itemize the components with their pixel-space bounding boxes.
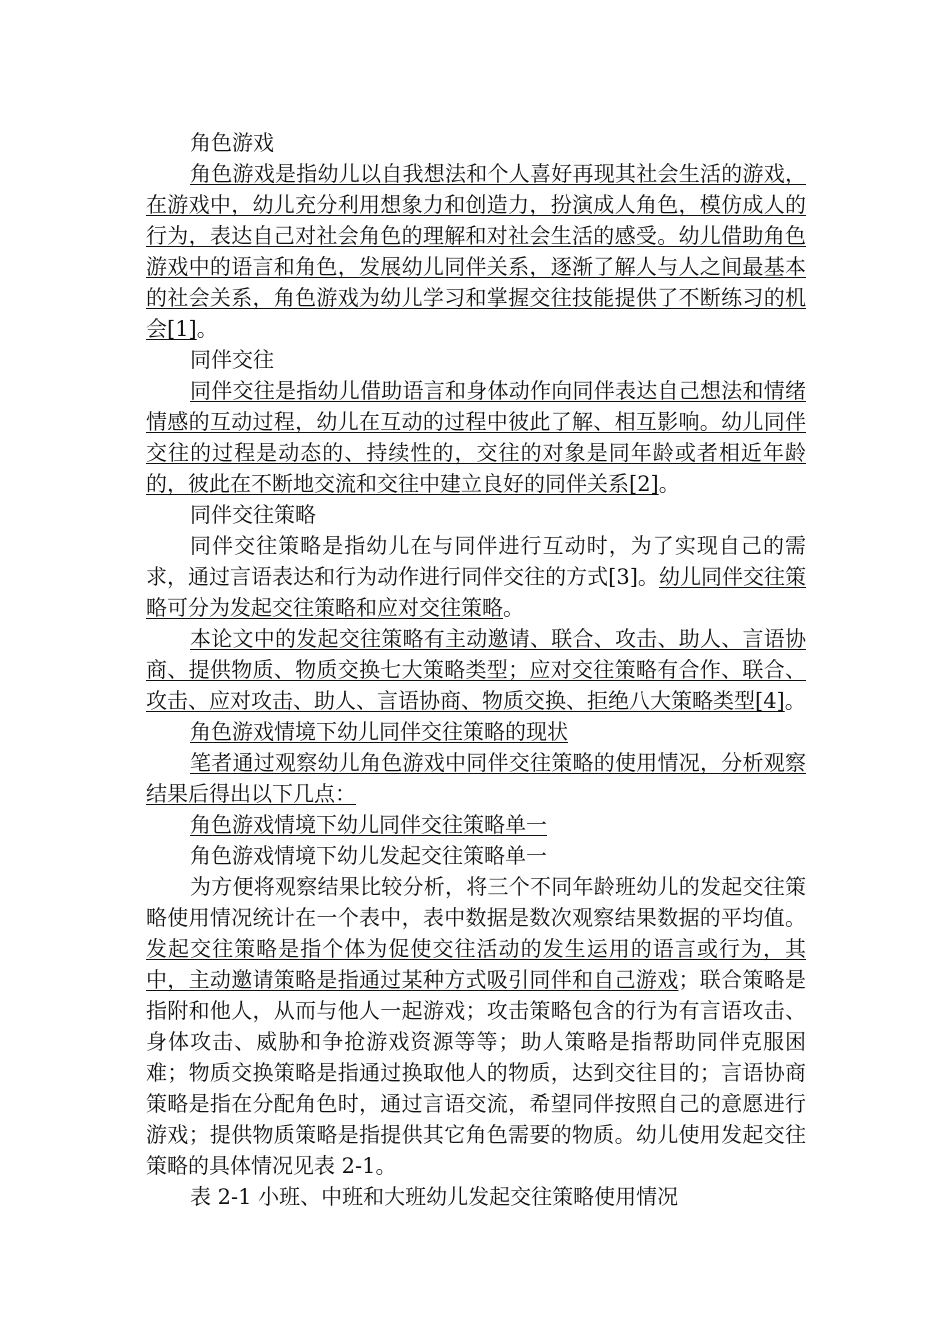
underlined-text: 角色游戏情境下幼儿同伴交往策略的现状 xyxy=(190,720,568,744)
heading-text: 同伴交往策略 xyxy=(190,503,316,527)
underlined-text: 同伴交往是指幼儿借助语言和身体动作向同伴表达自己想法和情绪情感的互动过程，幼儿在互动的过程中彼此了解、相互影响。幼儿同伴交往的过程是动态的、持续性的，交往的对象是同年龄或者相近年龄的，彼此在不断地交流和交往中建立良好的同伴关系[2] xyxy=(146,379,806,496)
caption-text: 表 2-1 小班、中班和大班幼儿发起交往策略使用情况 xyxy=(190,1185,679,1209)
heading-text: 角色游戏 xyxy=(190,131,274,155)
paragraph xyxy=(146,376,806,500)
underlined-text: 角色游戏是指幼儿以自我想法和个人喜好再现其社会生活的游戏，在游戏中，幼儿充分利用想象力和创造力，扮演成人角色，模仿成人的行为，表达自己对社会角色的理解和对社会生活的感受。幼儿借助角色游戏中的语言和角色，发展幼儿同伴关系，逐渐了解人与人之间最基本的社会关系，角色游戏为幼儿学习和掌握交往技能提供了不断练习的机会[1] xyxy=(146,162,806,341)
underlined-text: 幼儿同伴交往策略可分为发起交往策略和应对交往策略 xyxy=(146,565,807,620)
section-heading xyxy=(146,345,806,376)
underlined-text: 笔者通过观察幼儿角色游戏中同伴交往策略的使用情况，分析观察结果后得出以下几点： xyxy=(146,751,806,806)
table-caption xyxy=(146,1182,806,1213)
section-heading xyxy=(146,841,806,872)
underlined-text: 角色游戏情境下幼儿同伴交往策略单一 xyxy=(190,813,547,837)
paragraph xyxy=(146,748,806,810)
heading-text: 同伴交往 xyxy=(190,348,274,372)
plain-text: 。 xyxy=(503,596,524,620)
plain-text: 。 xyxy=(658,472,680,496)
paragraph xyxy=(146,810,806,841)
paragraph xyxy=(146,717,806,748)
section-heading xyxy=(146,128,806,159)
heading-text: 角色游戏情境下幼儿发起交往策略单一 xyxy=(190,844,547,868)
section-heading xyxy=(146,500,806,531)
paragraph xyxy=(146,872,806,1182)
paragraph xyxy=(146,159,806,345)
document-body xyxy=(146,128,806,1213)
plain-text: 。 xyxy=(784,689,806,713)
underlined-text: 本论文中的发起交往策略有主动邀请、联合、攻击、助人、言语协商、提供物质、物质交换七大策略类型；应对交往策略有合作、联合、攻击、应对攻击、助人、言语协商、物质交换、拒绝八大策略类型[4] xyxy=(146,627,806,713)
plain-text: ；联合策略是指附和他人，从而与他人一起游戏；攻击策略包含的行为有言语攻击、身体攻击、威胁和争抢游戏资源等等；助人策略是指帮助同伴克服困难；物质交换策略是指通过换取他人的物质，达到交往目的；言语协商策略是指在分配角色时，通过言语交流，希望同伴按照自己的意愿进行游戏；提供物质策略是指提供其它角色需要的物质。幼儿使用发起交往策略的具体情况见表 2-1。 xyxy=(146,968,806,1178)
plain-text: 为方便将观察结果比较分析，将三个不同年龄班幼儿的发起交往策略使用情况统计在一个表中，表中数据是数次观察结果数据的平均值。 xyxy=(146,875,806,930)
plain-text: 。 xyxy=(196,317,218,341)
paragraph xyxy=(146,531,806,624)
underlined-text: 发起交往策略是指个体为促使交往活动的发生运用的语言或行为，其中，主动邀请策略是指通过某种方式吸引同伴和自己游戏 xyxy=(146,937,806,992)
paragraph xyxy=(146,624,806,717)
plain-text: 同伴交往策略是指幼儿在与同伴进行互动时，为了实现自己的需求，通过言语表达和行为动作进行同伴交往的方式[3]。 xyxy=(146,534,806,589)
